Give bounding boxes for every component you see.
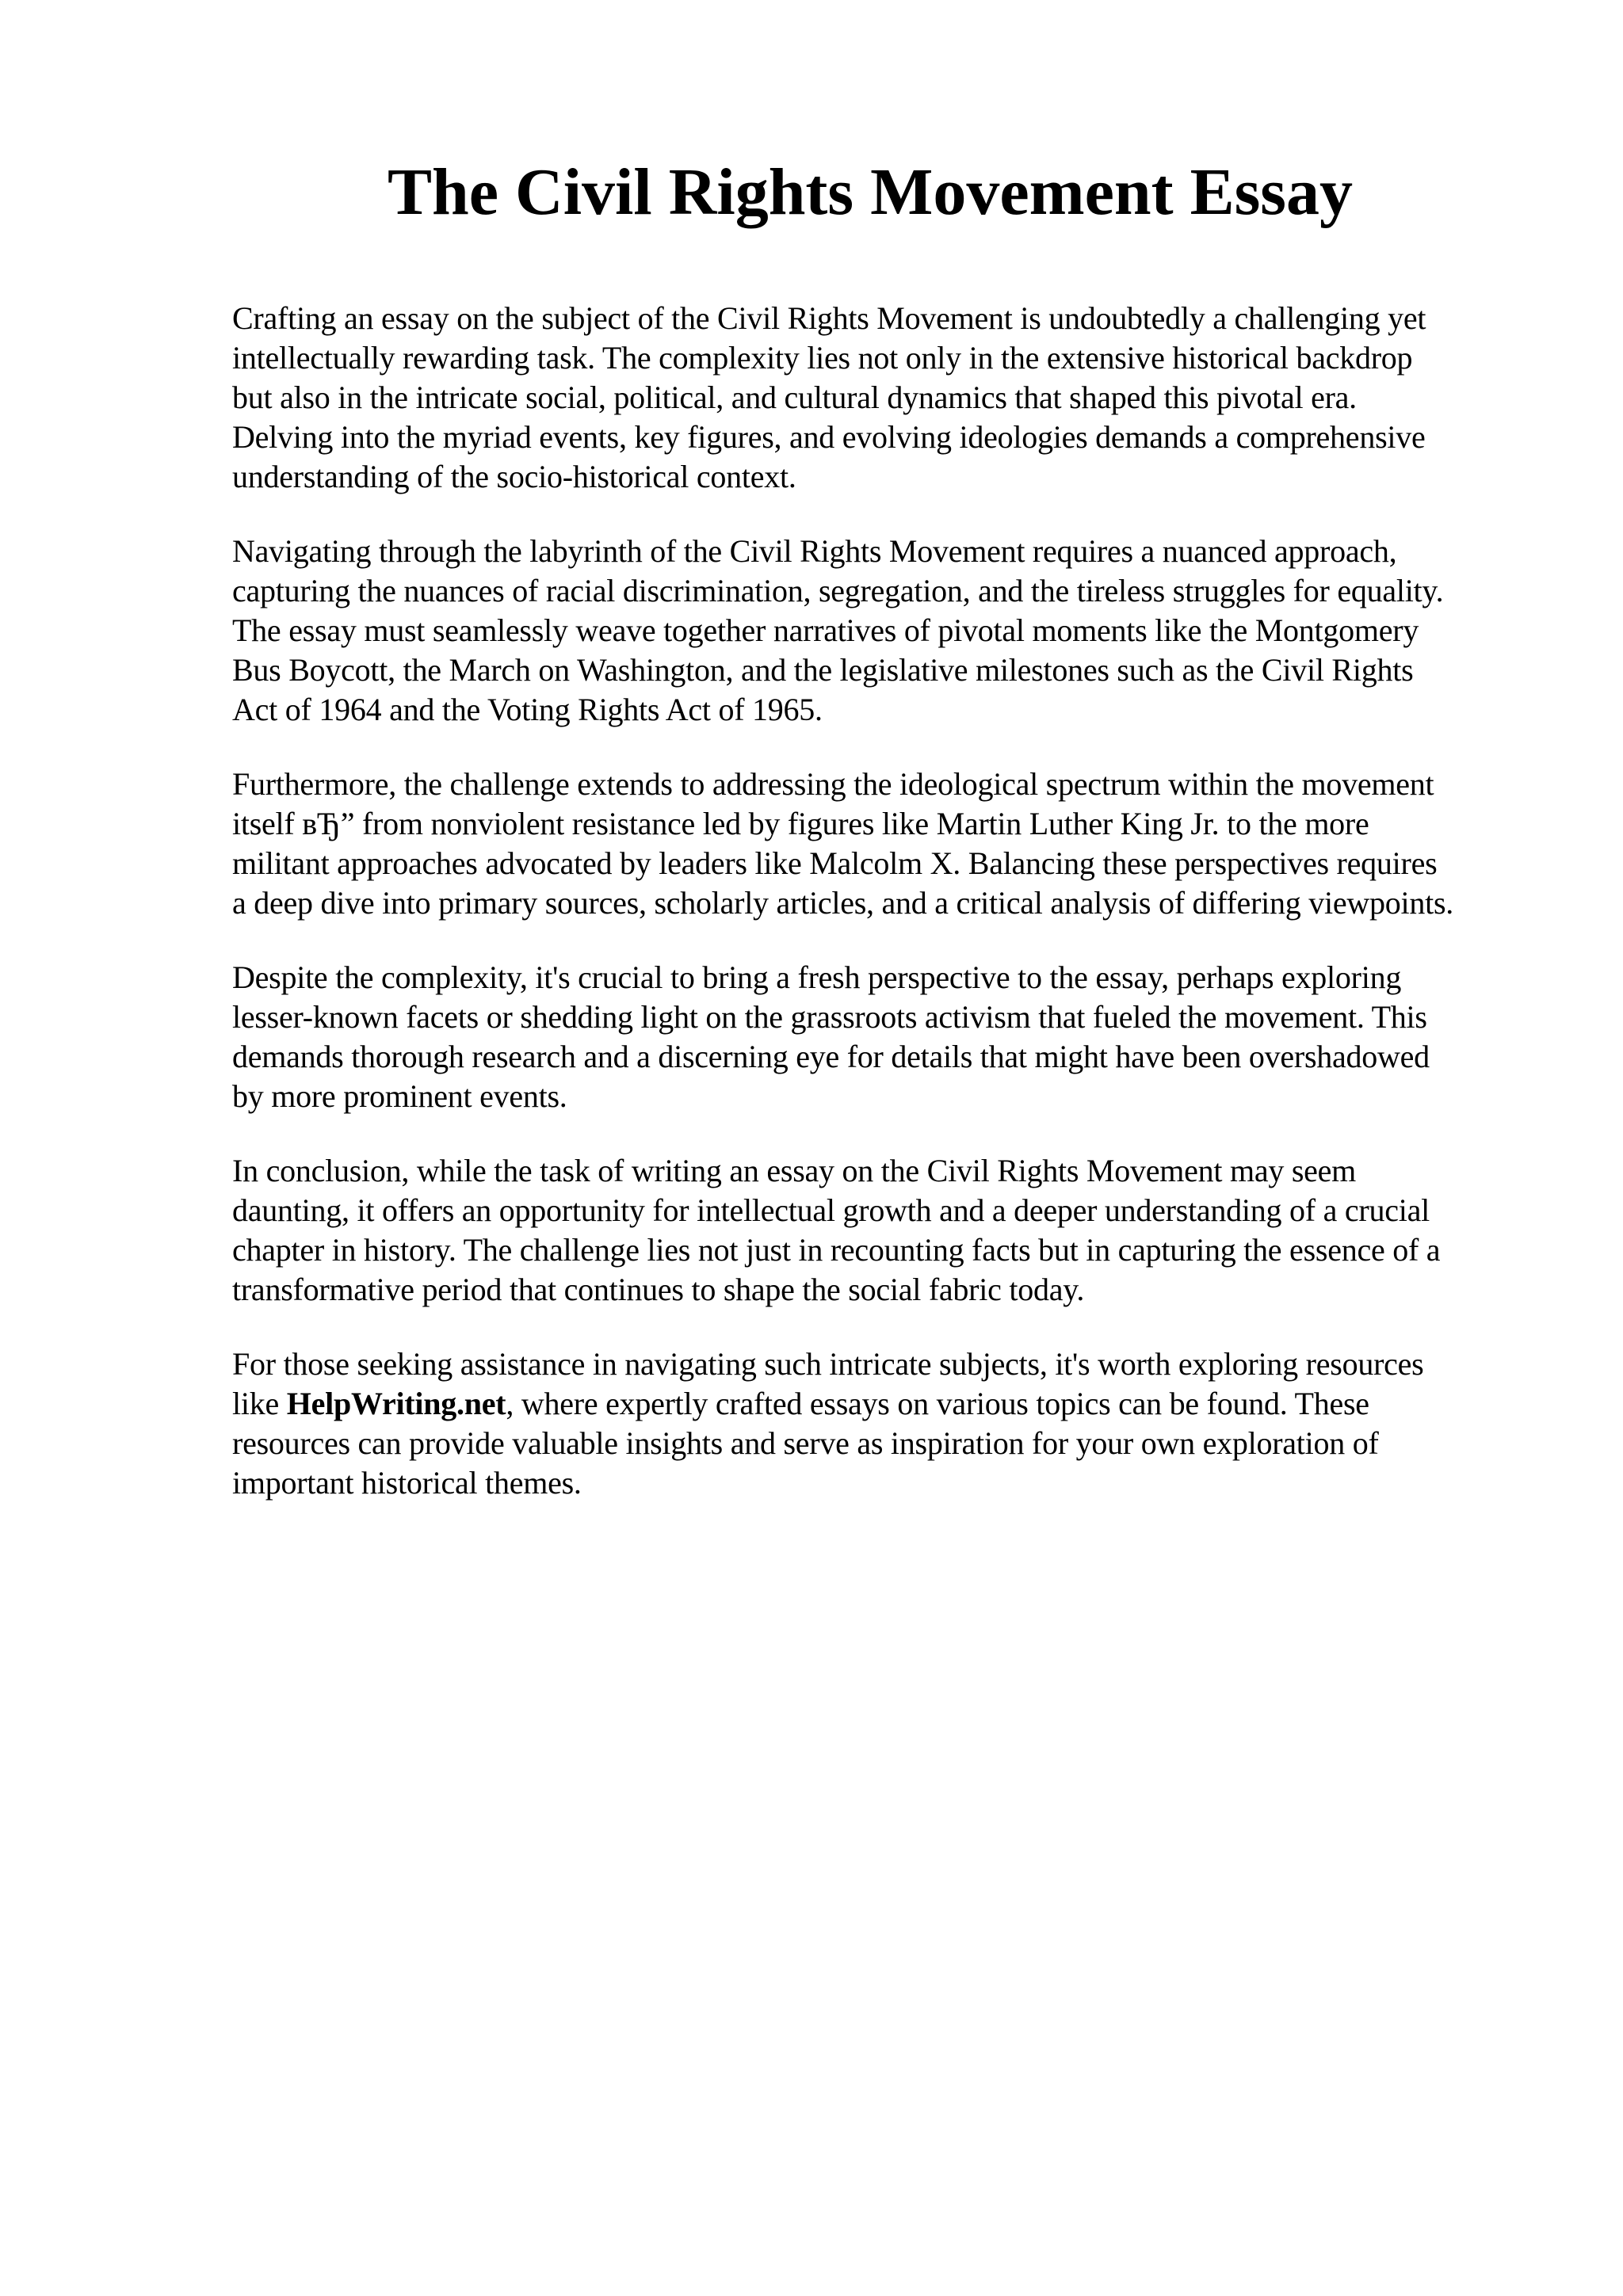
paragraph-line: Navigating through the labyrinth of the Civil Rights Movement requires a nuanced approach, bbox=[232, 533, 1397, 569]
paragraph-line: transformative period that continues to shape the social fabric today. bbox=[232, 1272, 1085, 1307]
link-suffix-text: , where expertly crafted essays on various topics can be found. These bbox=[506, 1386, 1369, 1421]
essay-body bbox=[232, 299, 1611, 1538]
paragraph-line: militant approaches advocated by leaders like Malcolm X. Balancing these perspectives requires bbox=[232, 845, 1438, 881]
paragraph-line: resources can provide valuable insights and serve as inspiration for your own exploration of bbox=[232, 1425, 1379, 1461]
paragraph-4 bbox=[232, 958, 1611, 1116]
paragraph-line: Furthermore, the challenge extends to addressing the ideological spectrum within the movement bbox=[232, 766, 1434, 802]
paragraph-line: The essay must seamlessly weave together narratives of pivotal moments like the Montgomery bbox=[232, 612, 1419, 648]
paragraph-5 bbox=[232, 1151, 1611, 1310]
paragraph-line: Act of 1964 and the Voting Rights Act of 1965. bbox=[232, 692, 823, 727]
paragraph-line: lesser-known facets or shedding light on the grassroots activism that fueled the movement. This bbox=[232, 999, 1427, 1035]
paragraph-line: Bus Boycott, the March on Washington, and the legislative milestones such as the Civil Rights bbox=[232, 652, 1414, 688]
paragraph-line-with-link bbox=[232, 1384, 1611, 1424]
paragraph-line: Crafting an essay on the subject of the Civil Rights Movement is undoubtedly a challenging yet bbox=[232, 300, 1426, 336]
paragraph-line: intellectually rewarding task. The complexity lies not only in the extensive historical backdrop bbox=[232, 340, 1413, 376]
paragraph-line: In conclusion, while the task of writing an essay on the Civil Rights Movement may seem bbox=[232, 1153, 1357, 1188]
paragraph-line: understanding of the socio-historical context. bbox=[232, 459, 796, 494]
paragraph-line: Despite the complexity, it's crucial to bring a fresh perspective to the essay, perhaps exploring bbox=[232, 959, 1402, 995]
paragraph-line: important historical themes. bbox=[232, 1465, 582, 1501]
paragraph-3 bbox=[232, 765, 1611, 923]
paragraph-line: demands thorough research and a discerning eye for details that might have been overshadowed bbox=[232, 1039, 1430, 1074]
helpwriting-link[interactable]: HelpWriting.net bbox=[286, 1386, 506, 1421]
paragraph-line: chapter in history. The challenge lies not just in recounting facts but in capturing the essence of a bbox=[232, 1232, 1441, 1268]
paragraph-line: For those seeking assistance in navigating such intricate subjects, it's worth exploring resources bbox=[232, 1346, 1424, 1382]
paragraph-1 bbox=[232, 299, 1611, 497]
page-title: The Civil Rights Movement Essay bbox=[388, 155, 1353, 229]
paragraph-line: itself вЂ” from nonviolent resistance led by figures like Martin Luther King Jr. to the more bbox=[232, 806, 1369, 841]
paragraph-line: daunting, it offers an opportunity for intellectual growth and a deeper understanding of a crucial bbox=[232, 1192, 1430, 1228]
link-prefix-text: like bbox=[232, 1386, 287, 1421]
paragraph-line: a deep dive into primary sources, scholarly articles, and a critical analysis of differing viewpoints. bbox=[232, 885, 1454, 921]
paragraph-line: Delving into the myriad events, key figures, and evolving ideologies demands a comprehensive bbox=[232, 419, 1426, 455]
paragraph-line: capturing the nuances of racial discrimination, segregation, and the tireless struggles for equality. bbox=[232, 573, 1444, 608]
paragraph-2 bbox=[232, 532, 1611, 730]
paragraph-line: by more prominent events. bbox=[232, 1078, 567, 1114]
paragraph-6 bbox=[232, 1344, 1611, 1503]
paragraph-line: but also in the intricate social, political, and cultural dynamics that shaped this pivotal era. bbox=[232, 379, 1357, 415]
